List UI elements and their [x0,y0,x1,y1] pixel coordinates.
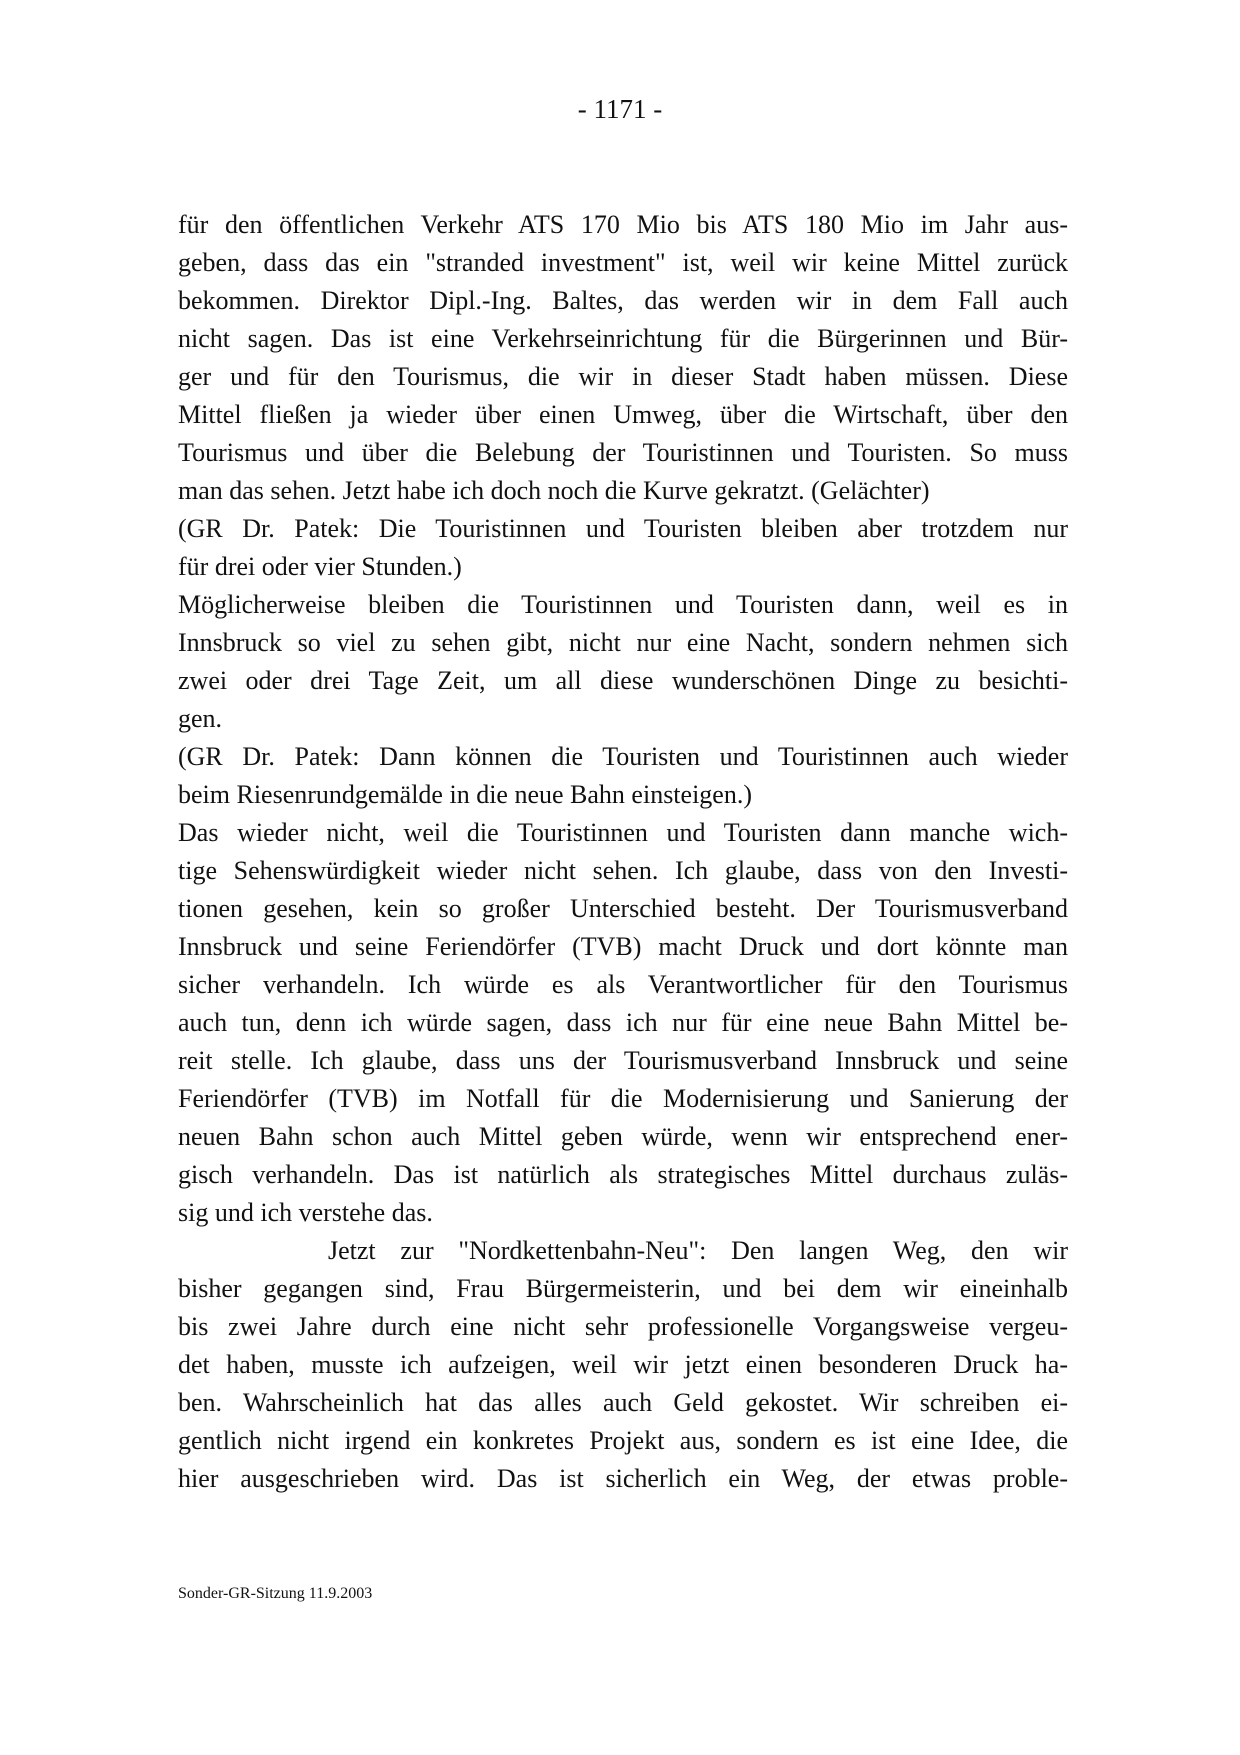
text-line: sig und ich verstehe das. [178,1198,433,1227]
text-line: hier ausgeschrieben wird. Das ist sicherlich ein Weg, der etwas proble- [178,1464,1068,1493]
text-line: man das sehen. Jetzt habe ich doch noch die Kurve gekratzt. (Gelächter) [178,476,930,505]
text-line: zwei oder drei Tage Zeit, um all diese wunderschönen Dinge zu besichti- [178,666,1068,695]
text-line: beim Riesenrundgemälde in die neue Bahn einsteigen.) [178,780,752,809]
text-line: Möglicherweise bleiben die Touristinnen und Touristen dann, weil es in [178,590,1068,619]
text-line: Das wieder nicht, weil die Touristinnen und Touristen dann manche wich- [178,818,1068,847]
text-line: bis zwei Jahre durch eine nicht sehr professionelle Vorgangsweise vergeu- [178,1312,1068,1341]
text-line: gentlich nicht irgend ein konkretes Projekt aus, sondern es ist eine Idee, die [178,1426,1068,1455]
text-line: sicher verhandeln. Ich würde es als Verantwortlicher für den Tourismus [178,970,1068,999]
text-line: nicht sagen. Das ist eine Verkehrseinrichtung für die Bürgerinnen und Bür- [178,324,1068,353]
text-line: (GR Dr. Patek: Dann können die Touristen und Touristinnen auch wieder [178,742,1068,771]
text-line: geben, dass das ein "stranded investment" ist, weil wir keine Mittel zurück [178,248,1068,277]
text-line: reit stelle. Ich glaube, dass uns der Tourismusverband Innsbruck und seine [178,1046,1068,1075]
text-line: (GR Dr. Patek: Die Touristinnen und Touristen bleiben aber trotzdem nur [178,514,1068,543]
text-line: Jetzt zur "Nordkettenbahn-Neu": Den langen Weg, den wir [328,1236,1068,1265]
text-line: Tourismus und über die Belebung der Touristinnen und Touristen. So muss [178,438,1068,467]
text-line: Mittel fließen ja wieder über einen Umweg, über die Wirtschaft, über den [178,400,1068,429]
text-line: gen. [178,704,223,733]
text-line: Innsbruck und seine Feriendörfer (TVB) macht Druck und dort könnte man [178,932,1068,961]
text-line: bekommen. Direktor Dipl.-Ing. Baltes, das werden wir in dem Fall auch [178,286,1068,315]
text-line: Feriendörfer (TVB) im Notfall für die Modernisierung und Sanierung der [178,1084,1068,1113]
text-line: bisher gegangen sind, Frau Bürgermeisterin, und bei dem wir eineinhalb [178,1274,1068,1303]
text-line: ger und für den Tourismus, die wir in dieser Stadt haben müssen. Diese [178,362,1068,391]
text-line: neuen Bahn schon auch Mittel geben würde, wenn wir entsprechend ener- [178,1122,1068,1151]
text-line: ben. Wahrscheinlich hat das alles auch Geld gekostet. Wir schreiben ei- [178,1388,1068,1417]
text-line: für den öffentlichen Verkehr ATS 170 Mio bis ATS 180 Mio im Jahr aus- [178,210,1068,239]
text-line: det haben, musste ich aufzeigen, weil wir jetzt einen besonderen Druck ha- [178,1350,1068,1379]
text-line: auch tun, denn ich würde sagen, dass ich nur für eine neue Bahn Mittel be- [178,1008,1068,1037]
page-number: - 1171 - [577,94,663,124]
body-text [178,206,1068,1498]
text-line: tionen gesehen, kein so großer Unterschied besteht. Der Tourismusverband [178,894,1068,923]
text-line: für drei oder vier Stunden.) [178,552,462,581]
text-line: tige Sehenswürdigkeit wieder nicht sehen. Ich glaube, dass von den Investi- [178,856,1068,885]
text-line: Innsbruck so viel zu sehen gibt, nicht nur eine Nacht, sondern nehmen sich [178,628,1068,657]
text-line: gisch verhandeln. Das ist natürlich als strategisches Mittel durchaus zuläs- [178,1160,1068,1189]
footer-session-date: Sonder-GR-Sitzung 11.9.2003 [178,1585,373,1602]
